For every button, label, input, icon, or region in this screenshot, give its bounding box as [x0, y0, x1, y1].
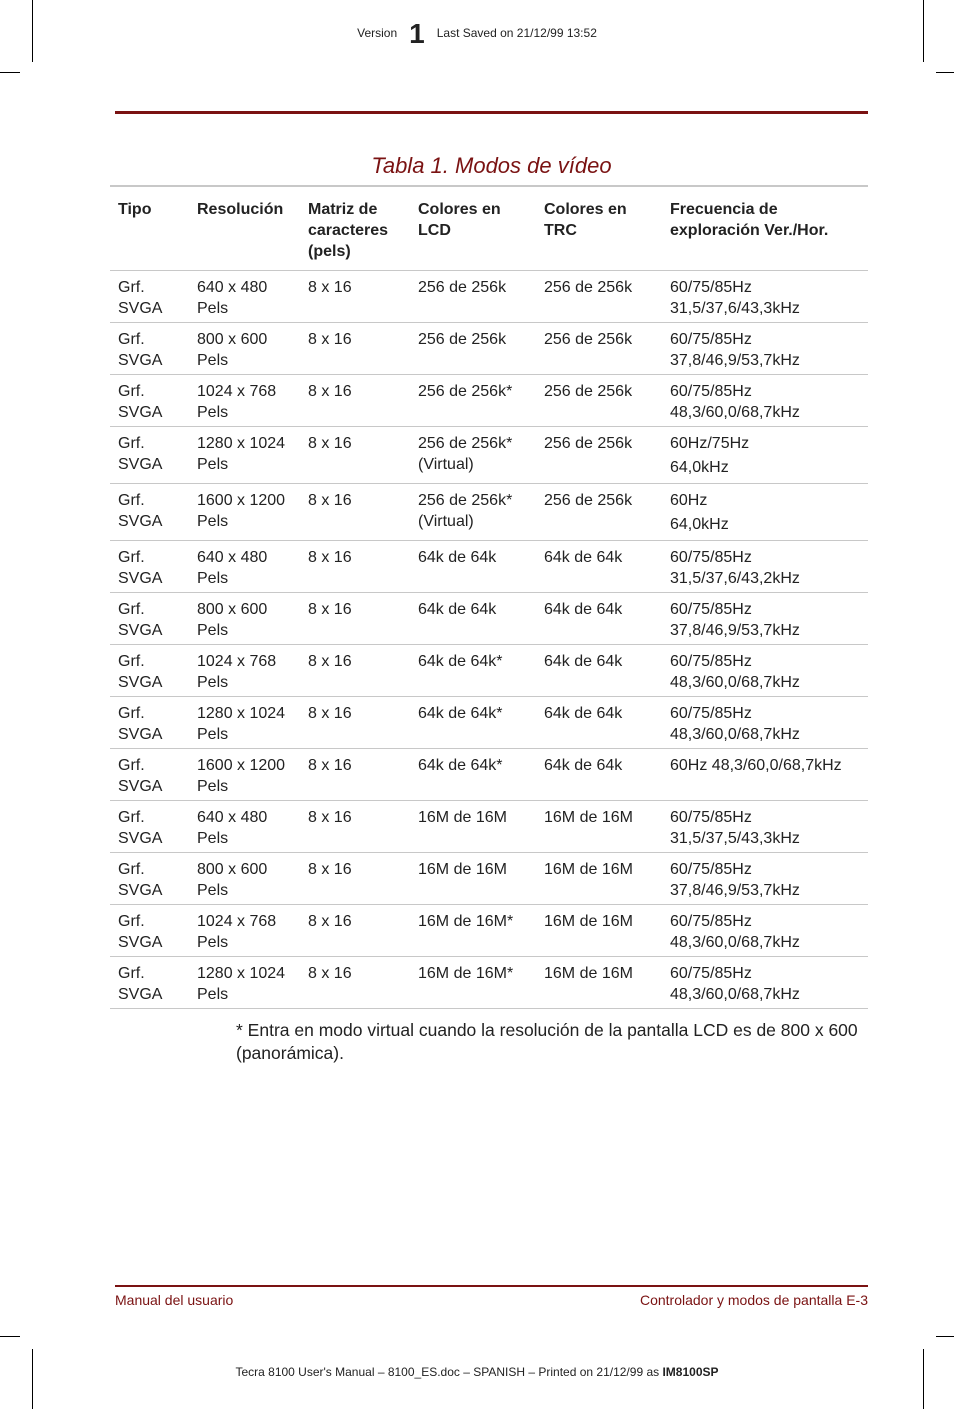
- cell-trc-colors: 64k de 64k: [544, 652, 623, 670]
- cell-resolution: 800 x 600 Pels: [197, 330, 268, 369]
- table-header-row: [110, 186, 868, 270]
- footer-section-page: Controlador y modos de pantalla E-3: [639, 1292, 868, 1308]
- cell-tipo: Grf. SVGA: [118, 912, 163, 951]
- cell-tipo: Grf. SVGA: [118, 382, 163, 421]
- crop-mark: [936, 1336, 954, 1337]
- cell-trc-colors: 16M de 16M: [544, 808, 633, 826]
- table-row: [110, 644, 868, 696]
- cell-matrix: 8 x 16: [308, 808, 352, 826]
- cell-frequency: [662, 483, 868, 540]
- cell-lcd-colors: 64k de 64k*: [418, 652, 503, 670]
- cell-lcd-colors: 64k de 64k*: [418, 704, 503, 722]
- column-header: Matriz de caracteres (pels): [308, 201, 389, 260]
- frequency-line: 60Hz/75Hz: [670, 434, 750, 452]
- cell-tipo: Grf. SVGA: [118, 434, 163, 473]
- cell-trc-colors: 256 de 256k: [544, 434, 633, 452]
- cell-lcd-colors: 256 de 256k* (Virtual): [418, 434, 513, 473]
- cell-lcd-colors: 64k de 64k: [418, 600, 497, 618]
- cell-resolution: 640 x 480 Pels: [197, 808, 268, 847]
- cell-matrix: 8 x 16: [308, 548, 352, 566]
- cell-trc-colors: 256 de 256k: [544, 278, 633, 296]
- column-header: Frecuencia de exploración Ver./Hor.: [670, 201, 829, 239]
- cell-tipo: Grf. SVGA: [118, 808, 163, 847]
- cell-trc-colors: 64k de 64k: [544, 548, 623, 566]
- cell-trc-colors: 16M de 16M: [544, 964, 633, 982]
- cell-matrix: 8 x 16: [308, 860, 352, 878]
- cell-frequency: [662, 426, 868, 483]
- cell-trc-colors: 64k de 64k: [544, 704, 623, 722]
- cell-trc-colors: 16M de 16M: [544, 912, 633, 930]
- cell-resolution: 1280 x 1024 Pels: [197, 434, 286, 473]
- frequency-line: 64,0kHz: [670, 458, 729, 476]
- cell-trc-colors: 64k de 64k: [544, 600, 623, 618]
- table-row: [110, 426, 868, 483]
- print-info-code: IM8100SP: [662, 1365, 719, 1379]
- cell-frequency: 60/75/85Hz 37,8/46,9/53,7kHz: [670, 600, 800, 639]
- cell-resolution: 1024 x 768 Pels: [197, 652, 277, 691]
- table-row: [110, 374, 868, 426]
- crop-mark: [923, 1349, 924, 1409]
- cell-trc-colors: 256 de 256k: [544, 382, 633, 400]
- cell-frequency: 60/75/85Hz 31,5/37,6/43,3kHz: [670, 278, 800, 317]
- cell-tipo: Grf. SVGA: [118, 491, 163, 530]
- cell-tipo: Grf. SVGA: [118, 964, 163, 1003]
- cell-resolution: 640 x 480 Pels: [197, 278, 268, 317]
- table-row: [110, 696, 868, 748]
- cell-resolution: 800 x 600 Pels: [197, 860, 268, 899]
- cell-lcd-colors: 256 de 256k*: [418, 382, 513, 400]
- cell-frequency: 60/75/85Hz 31,5/37,6/43,2kHz: [670, 548, 800, 587]
- cell-trc-colors: 256 de 256k: [544, 330, 633, 348]
- cell-lcd-colors: 16M de 16M*: [418, 912, 514, 930]
- bottom-rule: [115, 1285, 868, 1287]
- table-row: [110, 483, 868, 540]
- frequency-line: 64,0kHz: [670, 515, 729, 533]
- table-footnote: * Entra en modo virtual cuando la resolución de la pantalla LCD es de 800 x 600 (panorámica).: [236, 1020, 858, 1063]
- column-header: Colores en LCD: [418, 201, 501, 239]
- cell-resolution: 1280 x 1024 Pels: [197, 704, 286, 743]
- cell-frequency: 60/75/85Hz 31,5/37,5/43,3kHz: [670, 808, 800, 847]
- cell-frequency: 60/75/85Hz 48,3/60,0/68,7kHz: [670, 912, 800, 951]
- cell-matrix: 8 x 16: [308, 491, 352, 509]
- table-row: [110, 800, 868, 852]
- cell-frequency: 60/75/85Hz 48,3/60,0/68,7kHz: [670, 704, 800, 743]
- cell-trc-colors: 256 de 256k: [544, 491, 633, 509]
- cell-tipo: Grf. SVGA: [118, 860, 163, 899]
- cell-matrix: 8 x 16: [308, 964, 352, 982]
- cell-tipo: Grf. SVGA: [118, 278, 163, 317]
- table-row: [110, 748, 868, 800]
- crop-mark: [32, 1349, 33, 1409]
- column-header: Tipo: [118, 201, 152, 218]
- cell-matrix: 8 x 16: [308, 600, 352, 618]
- cell-frequency: 60/75/85Hz 48,3/60,0/68,7kHz: [670, 652, 800, 691]
- table-row: [110, 592, 868, 644]
- table-title: Tabla 1. Modos de vídeo: [371, 153, 612, 178]
- cell-resolution: 640 x 480 Pels: [197, 548, 268, 587]
- print-info-text: Tecra 8100 User's Manual – 8100_ES.doc – SPANISH – Printed on 21/12/99 as: [235, 1365, 663, 1379]
- cell-tipo: Grf. SVGA: [118, 704, 163, 743]
- cell-tipo: Grf. SVGA: [118, 756, 163, 795]
- cell-matrix: 8 x 16: [308, 912, 352, 930]
- cell-matrix: 8 x 16: [308, 278, 352, 296]
- cell-matrix: 8 x 16: [308, 756, 352, 774]
- cell-frequency: 60/75/85Hz 48,3/60,0/68,7kHz: [670, 382, 800, 421]
- table-row: [110, 270, 868, 322]
- cell-resolution: 1024 x 768 Pels: [197, 382, 277, 421]
- version-label: Version: [357, 26, 398, 40]
- cell-lcd-colors: 256 de 256k* (Virtual): [418, 491, 513, 530]
- cell-matrix: 8 x 16: [308, 434, 352, 452]
- cell-tipo: Grf. SVGA: [118, 652, 163, 691]
- video-modes-table: [110, 185, 868, 1009]
- table-row: [110, 956, 868, 1008]
- cell-matrix: 8 x 16: [308, 704, 352, 722]
- footer-manual-title: Manual del usuario: [115, 1292, 234, 1308]
- crop-mark: [0, 1336, 20, 1337]
- cell-trc-colors: 16M de 16M: [544, 860, 633, 878]
- cell-lcd-colors: 256 de 256k: [418, 278, 507, 296]
- cell-resolution: 1600 x 1200 Pels: [197, 491, 286, 530]
- column-header: Resolución: [197, 201, 284, 218]
- cell-matrix: 8 x 16: [308, 330, 352, 348]
- cell-lcd-colors: 16M de 16M*: [418, 964, 514, 982]
- version-number: 1: [409, 18, 425, 49]
- cell-frequency: 60/75/85Hz 37,8/46,9/53,7kHz: [670, 860, 800, 899]
- version-header: [0, 18, 954, 50]
- top-rule: [115, 111, 868, 114]
- cell-matrix: 8 x 16: [308, 382, 352, 400]
- cell-frequency: 60/75/85Hz 37,8/46,9/53,7kHz: [670, 330, 800, 369]
- cell-resolution: 1024 x 768 Pels: [197, 912, 277, 951]
- cell-lcd-colors: 64k de 64k*: [418, 756, 503, 774]
- crop-mark: [936, 72, 954, 73]
- cell-resolution: 800 x 600 Pels: [197, 600, 268, 639]
- cell-lcd-colors: 16M de 16M: [418, 808, 507, 826]
- cell-lcd-colors: 16M de 16M: [418, 860, 507, 878]
- cell-frequency: 60/75/85Hz 48,3/60,0/68,7kHz: [670, 964, 800, 1003]
- cell-resolution: 1600 x 1200 Pels: [197, 756, 286, 795]
- cell-resolution: 1280 x 1024 Pels: [197, 964, 286, 1003]
- last-saved: Last Saved on 21/12/99 13:52: [436, 26, 597, 40]
- column-header: Colores en TRC: [544, 201, 627, 239]
- cell-lcd-colors: 256 de 256k: [418, 330, 507, 348]
- cell-lcd-colors: 64k de 64k: [418, 548, 497, 566]
- cell-tipo: Grf. SVGA: [118, 548, 163, 587]
- frequency-line: 60Hz: [670, 491, 708, 509]
- cell-matrix: 8 x 16: [308, 652, 352, 670]
- crop-mark: [0, 72, 20, 73]
- cell-trc-colors: 64k de 64k: [544, 756, 623, 774]
- table-row: [110, 852, 868, 904]
- cell-tipo: Grf. SVGA: [118, 330, 163, 369]
- table-row: [110, 904, 868, 956]
- table-row: [110, 322, 868, 374]
- print-info: [0, 1365, 954, 1379]
- cell-tipo: Grf. SVGA: [118, 600, 163, 639]
- cell-frequency: 60Hz 48,3/60,0/68,7kHz: [670, 756, 842, 774]
- table-row: [110, 540, 868, 592]
